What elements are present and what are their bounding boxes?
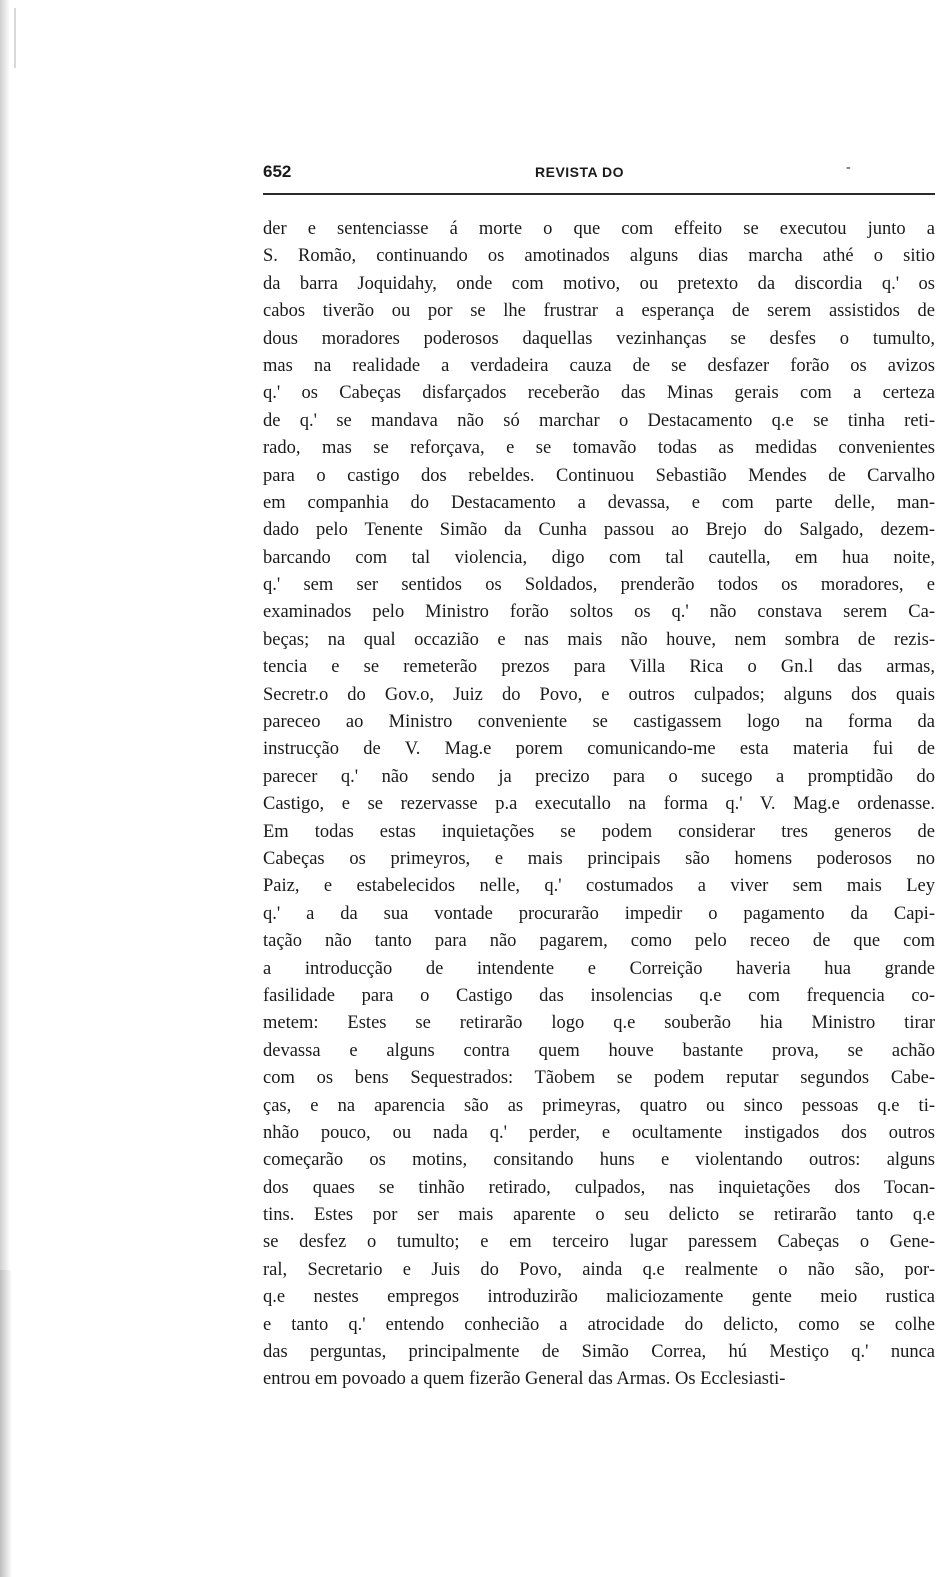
text-line: Cabeças os primeyros, e mais principais são homens poderosos no — [263, 848, 935, 869]
text-line: S. Romão, continuando os amotinados alguns dias marcha athé o sitio — [263, 246, 935, 267]
text-line: dous moradores poderosos daquellas vezinhanças se desfes o tumulto, — [263, 328, 935, 349]
running-head: REVISTA DO — [535, 164, 625, 180]
page-header — [263, 160, 935, 184]
text-line: pareceo ao Ministro conveniente se castigassem logo na forma da — [263, 712, 935, 733]
text-line: da barra Joquidahy, onde com motivo, ou pretexto da discordia q.' os — [263, 273, 935, 294]
text-line: der e sentenciasse á morte o que com effeito se executou junto a — [263, 219, 935, 239]
text-line: entrou em povoado a quem fizerão General das Armas. Os Ecclesiasti- — [263, 1369, 786, 1390]
header-mark: - — [846, 160, 851, 175]
text-line: das perguntas, principalmente de Simão Correa, hú Mestiço q.' nunca — [263, 1342, 935, 1363]
text-line: Em todas estas inquietações se podem considerar tres generos de — [263, 821, 935, 842]
text-line: examinados pelo Ministro forão soltos os q.' não constava serem Ca- — [263, 602, 935, 623]
text-line: e tanto q.' entendo conhecião a atrocidade do delicto, como se colhe — [263, 1314, 935, 1335]
text-line: em companhia do Destacamento a devassa, e com parte delle, man- — [263, 492, 935, 513]
page-number: 652 — [263, 162, 292, 181]
text-line: q.' sem ser sentidos os Soldados, prenderão todos os moradores, e — [263, 575, 935, 596]
text-line: q.' a da sua vontade procurarão impedir o pagamento da Capi- — [263, 903, 935, 924]
scan-edge-shadow — [0, 1270, 12, 1577]
text-line: Castigo, e se rezervasse p.a executallo na forma q.' V. Mag.e ordenasse. — [263, 794, 935, 815]
text-line: tação não tanto para não pagarem, como pelo receo de que com — [263, 931, 935, 952]
text-line: parecer q.' não sendo ja precizo para o sucego a promptidão do — [263, 766, 935, 787]
text-line: rado, mas se reforçava, e se tomavão todas as medidas convenientes — [263, 438, 935, 459]
text-line: a introducção de intendente e Correição haveria hua grande — [263, 958, 935, 979]
header-rule — [263, 193, 935, 195]
text-line: ças, e na aparencia são as primeyras, quatro ou sinco pessoas q.e ti- — [263, 1095, 935, 1116]
scan-mark — [14, 8, 16, 68]
text-line: com os bens Sequestrados: Tãobem se podem reputar segundos Cabe- — [263, 1068, 935, 1089]
text-line: tencia e se remeterão prezos para Villa Rica o Gn.l das armas, — [263, 657, 935, 678]
text-line: q.' os Cabeças disfarçados receberão das Minas gerais com a certeza — [263, 383, 935, 404]
body-text — [263, 216, 935, 1394]
text-line: beças; na qual occazião e nas mais não houve, nem sombra de rezis- — [263, 629, 935, 650]
text-line: barcando com tal violencia, digo com tal cautella, em hua noite, — [263, 547, 935, 568]
text-line: se desfez o tumulto; e em terceiro lugar paressem Cabeças o Gene- — [263, 1232, 935, 1253]
text-line: q.e nestes empregos introduzirão maliciozamente gente meio rustica — [263, 1287, 935, 1308]
text-line: ral, Secretario e Juis do Povo, ainda q.e realmente o não são, por- — [263, 1259, 935, 1280]
text-line: fasilidade para o Castigo das insolencias q.e com frequencia co- — [263, 985, 935, 1006]
text-line: nhão pouco, ou nada q.' perder, e ocultamente instigados dos outros — [263, 1122, 935, 1143]
text-line: metem: Estes se retirarão logo q.e souberão hia Ministro tirar — [263, 1013, 935, 1034]
text-line: para o castigo dos rebeldes. Continuou Sebastião Mendes de Carvalho — [263, 465, 935, 486]
text-line: dos quaes se tinhão retirado, culpados, nas inquietações dos Tocan- — [263, 1177, 935, 1198]
text-line: cabos tiverão ou por se lhe frustrar a esperança de serem assistidos de — [263, 301, 935, 322]
text-line: devassa e alguns contra quem houve bastante prova, se achão — [263, 1040, 935, 1061]
text-line: Secretr.o do Gov.o, Juiz do Povo, e outros culpados; alguns dos quais — [263, 684, 935, 705]
text-line: instrucção de V. Mag.e porem comunicando-me esta materia fui de — [263, 739, 935, 760]
text-line: Paiz, e estabelecidos nelle, q.' costumados a viver sem mais Ley — [263, 876, 935, 897]
text-line: mas na realidade a verdadeira cauza de se desfazer forão os avizos — [263, 355, 935, 376]
text-line: de q.' se mandava não só marchar o Destacamento q.e se tinha reti- — [263, 410, 935, 431]
text-line: começarão os motins, consitando huns e violentando outros: alguns — [263, 1150, 935, 1171]
text-line: dado pelo Tenente Simão da Cunha passou ao Brejo do Salgado, dezem- — [263, 520, 935, 541]
text-line: tins. Estes por ser mais aparente o seu delicto se retirarão tanto q.e — [263, 1205, 935, 1226]
